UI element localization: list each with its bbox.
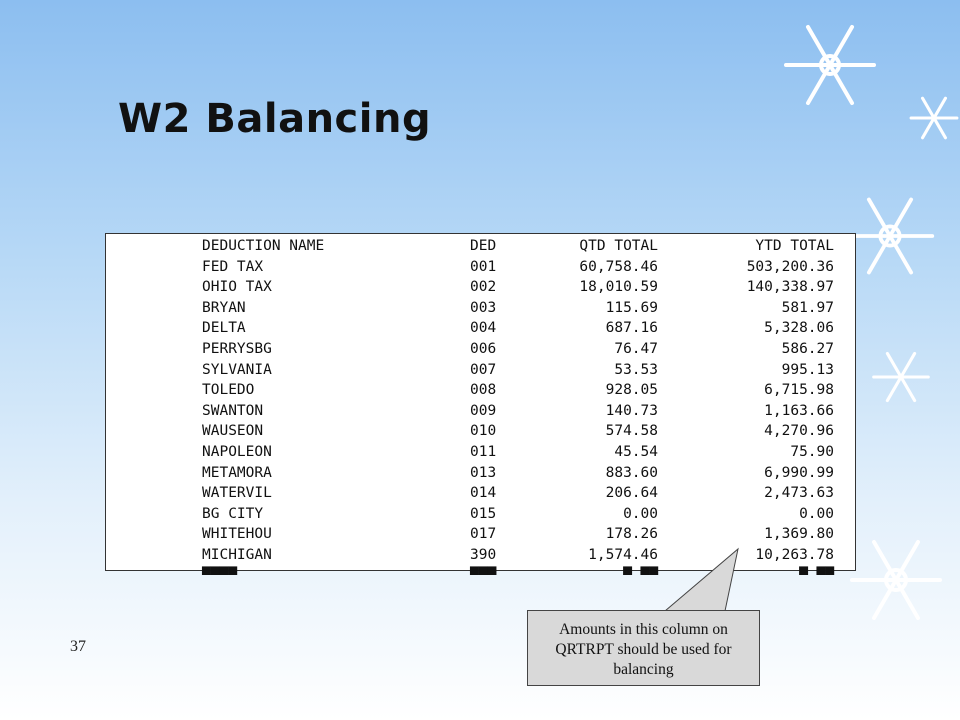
column-header-qtd: QTD TOTAL bbox=[579, 238, 658, 254]
ytd-total-cell: 140,338.97 bbox=[746, 279, 834, 296]
ded-code-cell: 006 bbox=[470, 341, 497, 357]
ytd-total-cell: 75.90 bbox=[790, 444, 834, 460]
deduction-name-cell: WATERVIL bbox=[202, 485, 272, 502]
qtd-total-cell: 0.00 bbox=[623, 505, 658, 522]
ytd-total-cell: 6,990.99 bbox=[764, 464, 834, 481]
ded-code-cell: 011 bbox=[470, 444, 497, 460]
ded-code-cell: 390 bbox=[470, 547, 497, 563]
deduction-name-cell: WAUSEON bbox=[202, 423, 264, 440]
page-number: 37 bbox=[70, 638, 86, 655]
ded-code-cell: 008 bbox=[470, 382, 497, 399]
deduction-name-cell: MICHIGAN bbox=[202, 547, 272, 563]
ytd-total-cell: 10,263.78 bbox=[755, 547, 834, 563]
deduction-name-cell: PERRYSBG bbox=[202, 341, 272, 357]
deduction-name-cell: BG CITY bbox=[202, 505, 264, 522]
callout-line: Amounts in this column on bbox=[559, 621, 728, 638]
qtd-total-cell: 1,574.46 bbox=[588, 547, 658, 563]
ded-code-cell: 009 bbox=[470, 402, 497, 419]
qtd-total-cell: 883.60 bbox=[605, 464, 658, 481]
callout-line: QRTRPT should be used for bbox=[555, 641, 732, 658]
column-header-ded: DED bbox=[470, 238, 497, 254]
qtd-total-cell: 53.53 bbox=[614, 361, 658, 378]
ded-code-cell: 001 bbox=[470, 258, 497, 275]
deduction-name-cell: OHIO TAX bbox=[202, 279, 272, 296]
qtd-total-cell: 60,758.46 bbox=[579, 258, 658, 275]
ytd-total-cell: 995.13 bbox=[781, 361, 834, 378]
ytd-total-cell: 1,369.80 bbox=[764, 526, 834, 543]
deduction-name-cell: SYLVANIA bbox=[202, 361, 272, 378]
deduction-name-cell: NAPOLEON bbox=[202, 444, 272, 460]
ytd-total-cell: 586.27 bbox=[781, 341, 834, 357]
qtd-total-cell: 687.16 bbox=[605, 320, 658, 337]
qtd-total-cell: 140.73 bbox=[605, 402, 658, 419]
qtd-total-cell: 18,010.59 bbox=[579, 279, 658, 296]
qtd-total-cell: 928.05 bbox=[605, 382, 658, 399]
qtd-total-cell: 76.47 bbox=[614, 341, 658, 357]
ytd-total-cell: 4,270.96 bbox=[764, 423, 834, 440]
ytd-total-cell: 0.00 bbox=[799, 505, 834, 522]
qtd-total-cell: 206.64 bbox=[605, 485, 658, 502]
qtd-total-cell: 45.54 bbox=[614, 444, 658, 460]
ytd-total-cell: 2,473.63 bbox=[764, 485, 834, 502]
ded-code-cell: 010 bbox=[470, 423, 497, 440]
ded-code-cell: 015 bbox=[470, 505, 497, 522]
ytd-total-cell: 1,163.66 bbox=[764, 402, 834, 419]
ded-code-cell: 013 bbox=[470, 464, 497, 481]
ded-code-cell: 004 bbox=[470, 320, 497, 337]
ytd-total-cell: 581.97 bbox=[781, 299, 834, 316]
column-header-name: DEDUCTION NAME bbox=[202, 238, 325, 254]
qtd-total-cell: 574.58 bbox=[605, 423, 658, 440]
report-row-partial: ▀▀▀▀ ▀▀▀ ▀ ▀▀ ▀ ▀▀ bbox=[202, 568, 834, 584]
ytd-total-cell: 5,328.06 bbox=[764, 320, 834, 337]
deduction-name-cell: SWANTON bbox=[202, 402, 264, 419]
callout-line: balancing bbox=[613, 661, 674, 678]
qtd-total-cell: 178.26 bbox=[605, 526, 658, 543]
deduction-name-cell: WHITEHOU bbox=[202, 526, 272, 543]
deduction-name-cell: METAMORA bbox=[202, 464, 272, 481]
slide-title: W2 Balancing bbox=[118, 96, 432, 142]
ded-code-cell: 007 bbox=[470, 361, 497, 378]
qtd-total-cell: 115.69 bbox=[605, 299, 658, 316]
column-header-ytd: YTD TOTAL bbox=[755, 238, 834, 254]
deduction-name-cell: BRYAN bbox=[202, 299, 246, 316]
deduction-name-cell: DELTA bbox=[202, 320, 246, 337]
ytd-total-cell: 6,715.98 bbox=[764, 382, 834, 399]
deduction-name-cell: FED TAX bbox=[202, 258, 264, 275]
deduction-name-cell: TOLEDO bbox=[202, 382, 255, 399]
ded-code-cell: 002 bbox=[470, 279, 497, 296]
callout-note bbox=[527, 610, 760, 686]
ded-code-cell: 014 bbox=[470, 485, 497, 502]
ded-code-cell: 003 bbox=[470, 299, 497, 316]
ytd-total-cell: 503,200.36 bbox=[746, 258, 834, 275]
ded-code-cell: 017 bbox=[470, 526, 497, 543]
